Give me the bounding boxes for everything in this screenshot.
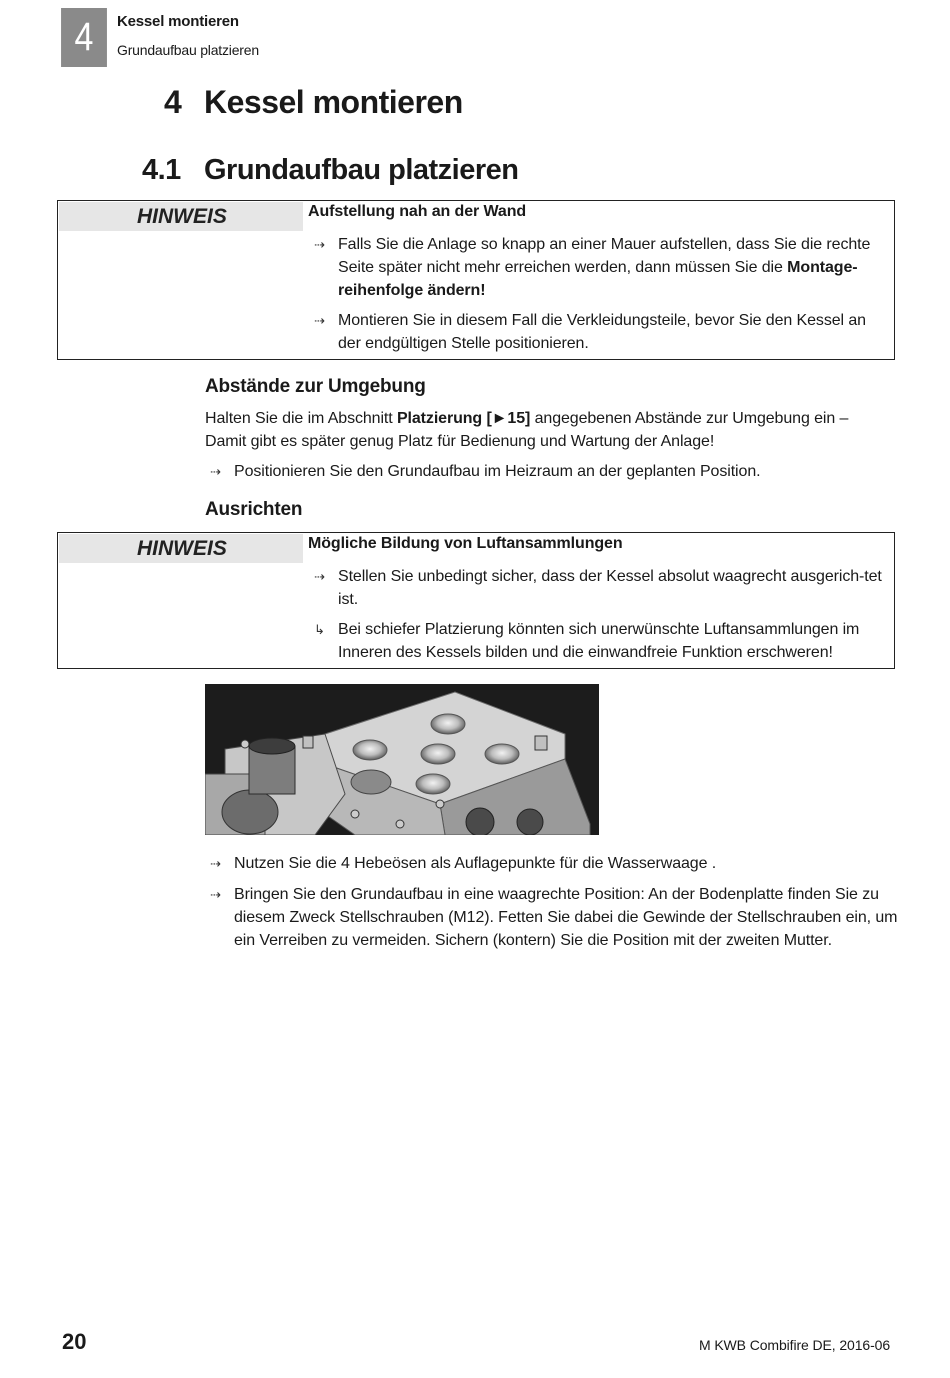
item-text: Stellen Sie unbedingt sicher, dass der Kessel absolut waagrecht ausgerich-tet ist. bbox=[338, 568, 882, 608]
item-text-bold: Montage-reihenfolge ändern! bbox=[338, 259, 858, 299]
item-text: Falls Sie die Anlage so knapp an einer Mauer aufstellen, dass Sie die rechte Seite später nicht mehr erreichen werden, dann müssen Sie die bbox=[338, 236, 871, 276]
list-item bbox=[314, 309, 884, 355]
page-number: 20 bbox=[62, 1329, 87, 1354]
distances-heading: Abstände zur Umgebung bbox=[205, 376, 426, 397]
align-heading: Ausrichten bbox=[205, 499, 303, 520]
notice-title: Aufstellung nah an der Wand bbox=[308, 203, 527, 220]
arrow-bullet-icon: ⇢ bbox=[314, 569, 325, 584]
cross-reference-link[interactable]: Platzierung [►15] bbox=[396, 410, 531, 427]
boiler-photo bbox=[205, 684, 599, 835]
paragraph-text: angegebenen Abstände zur Umgebung ein – Damit gibt es später genug Platz für Bedienung und Wartung der Anlage! bbox=[205, 410, 849, 450]
running-subtitle: Grundaufbau platzieren bbox=[117, 42, 259, 58]
arrow-bullet-icon: ⇢ bbox=[210, 464, 221, 479]
paragraph-text: Halten Sie die im Abschnitt bbox=[205, 410, 397, 427]
document-reference: M KWB Combifire DE, 2016-06 bbox=[698, 1337, 890, 1353]
arrow-bullet-icon: ⇢ bbox=[314, 313, 325, 328]
arrow-bullet-icon: ⇢ bbox=[210, 856, 221, 871]
notice-label: HINWEIS bbox=[59, 202, 303, 231]
step-text: Bringen Sie den Grundaufbau in eine waagrechte Position: An der Bodenplatte finden Sie zu diesem Zweck Stellschrauben (M12). Fetten Sie dabei die Gewinde der Stellschrauben ein, um ein Verreiben zu vermeiden. Sichern (kontern) Sie die Position mit der zweiten Mutter. bbox=[234, 886, 898, 949]
chapter-number-box: 4 bbox=[61, 8, 107, 67]
notice-box-air bbox=[57, 532, 895, 669]
list-item bbox=[314, 233, 884, 302]
notice-box-wall bbox=[57, 200, 895, 360]
item-text: Bei schiefer Platzierung könnten sich unerwünschte Luftansammlungen im Inneren des Kessels bilden und die einwandfreie Funktion erschweren! bbox=[338, 621, 860, 661]
notice-list bbox=[314, 233, 884, 362]
step-item bbox=[210, 460, 900, 483]
section-title: Kessel montieren bbox=[204, 84, 463, 120]
notice-label: HINWEIS bbox=[59, 534, 303, 563]
item-text: Montieren Sie in diesem Fall die Verkleidungsteile, bevor Sie den Kessel an der endgültigen Stelle positionieren. bbox=[338, 312, 866, 352]
arrow-bullet-icon: ⇢ bbox=[314, 237, 325, 252]
notice-list bbox=[314, 565, 884, 671]
step-item bbox=[210, 852, 900, 875]
list-item bbox=[314, 565, 884, 611]
distances-paragraph bbox=[205, 407, 885, 453]
arrow-bullet-icon: ⇢ bbox=[210, 887, 221, 902]
step-text: Nutzen Sie die 4 Hebeösen als Auflagepunkte für die Wasserwaage . bbox=[234, 855, 717, 872]
running-title: Kessel montieren bbox=[117, 13, 239, 30]
subsection-heading bbox=[142, 154, 518, 187]
section-number: 4 bbox=[164, 84, 182, 120]
notice-title: Mögliche Bildung von Luftansammlungen bbox=[308, 535, 623, 552]
subsection-title: Grundaufbau platzieren bbox=[204, 154, 519, 186]
result-arrow-icon: ↳ bbox=[314, 622, 325, 637]
step-item bbox=[210, 883, 900, 952]
subsection-number: 4.1 bbox=[142, 154, 181, 186]
list-item bbox=[314, 618, 884, 664]
step-text: Positionieren Sie den Grundaufbau im Heizraum an der geplanten Position. bbox=[234, 463, 761, 480]
section-heading bbox=[164, 84, 463, 121]
